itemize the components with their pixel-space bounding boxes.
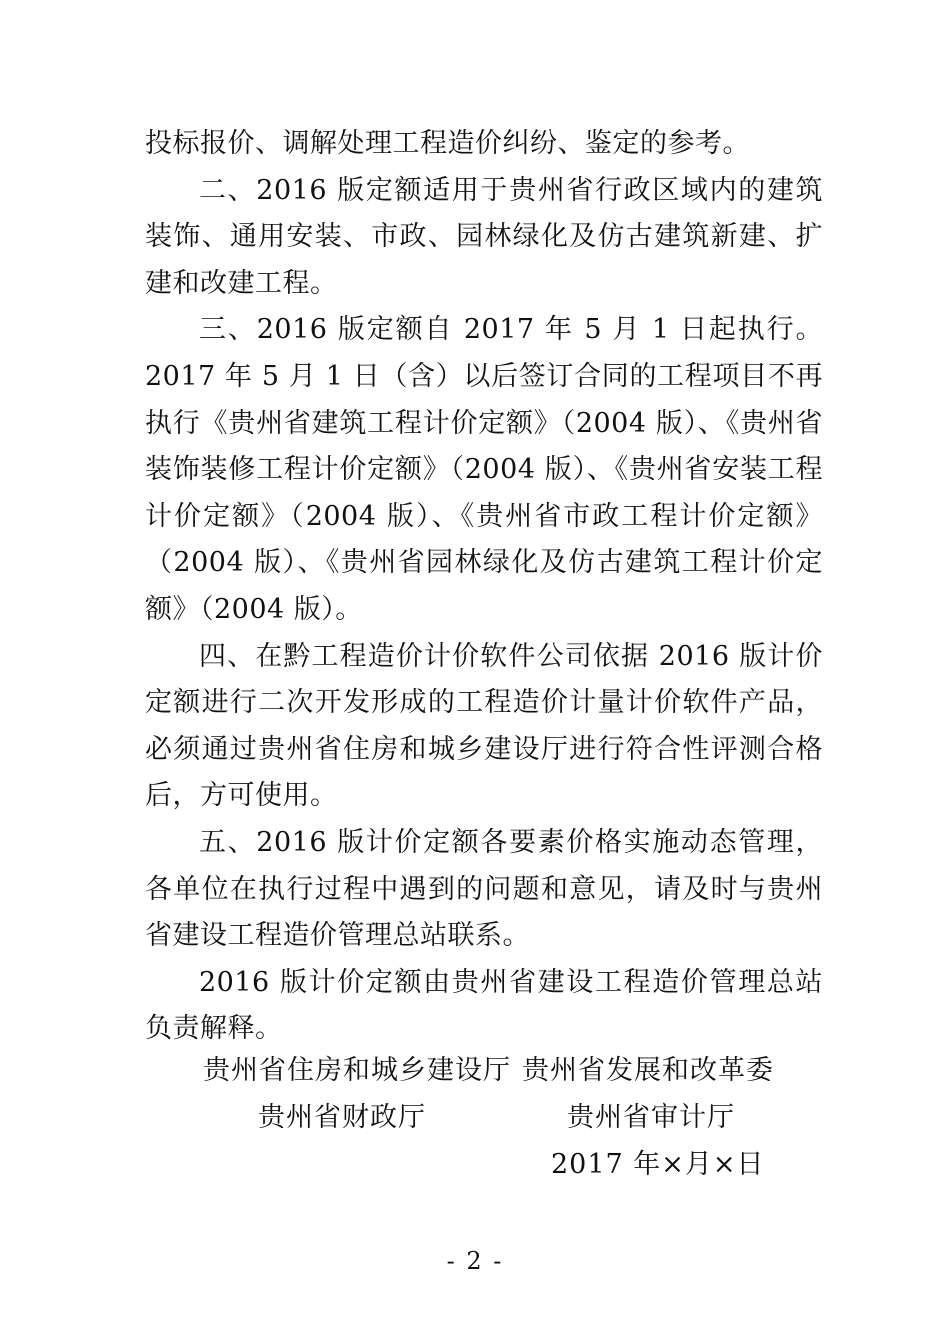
paragraph-dynamic-management: 五、2016 版计价定额各要素价格实施动态管理，各单位在执行过程中遇到的问题和意见，请及时与贵州省建设工程造价管理总站联系。 [145, 826, 823, 952]
paragraph-effective-date: 三、2016 版定额自 2017 年 5 月 1 日起执行。2017 年 5 月 1 日（含）以后签订合同的工程项目不再执行《贵州省建筑工程计价定额》（2004 版）、《贵州省装饰装修工程计价定额》（2004 版）、《贵州省安装工程计价定额》（2004 版）、《贵州省市政工程计价定额》（2004 版）、《贵州省园林绿化及仿古建筑工程计价定额》（2004 版）。 [145, 314, 823, 625]
signatory-audit-department: 贵州省审计厅 [567, 1102, 735, 1133]
signatory-finance-department: 贵州省财政厅 [258, 1102, 426, 1133]
document-body [145, 121, 823, 1053]
signatory-development-commission: 贵州省发展和改革委 [522, 1055, 774, 1086]
paragraph-software: 四、在黔工程造价计价软件公司依据 2016 版计价定额进行二次开发形成的工程造价计量计价软件产品，必须通过贵州省住房和城乡建设厅进行符合性评测合格后，方可使用。 [145, 640, 823, 812]
paragraph-continuation: 投标报价、调解处理工程造价纠纷、鉴定的参考。 [145, 128, 750, 159]
page-number: - 2 - [446, 1247, 504, 1275]
signatory-housing-department: 贵州省住房和城乡建设厅 [203, 1055, 511, 1086]
paragraph-scope: 二、2016 版定额适用于贵州省行政区域内的建筑装饰、通用安装、市政、园林绿化及仿古建筑新建、扩建和改建工程。 [145, 174, 823, 299]
paragraph-interpretation: 2016 版计价定额由贵州省建设工程造价管理总站负责解释。 [145, 966, 823, 1045]
signature-date: 2017 年×月×日 [551, 1149, 765, 1180]
